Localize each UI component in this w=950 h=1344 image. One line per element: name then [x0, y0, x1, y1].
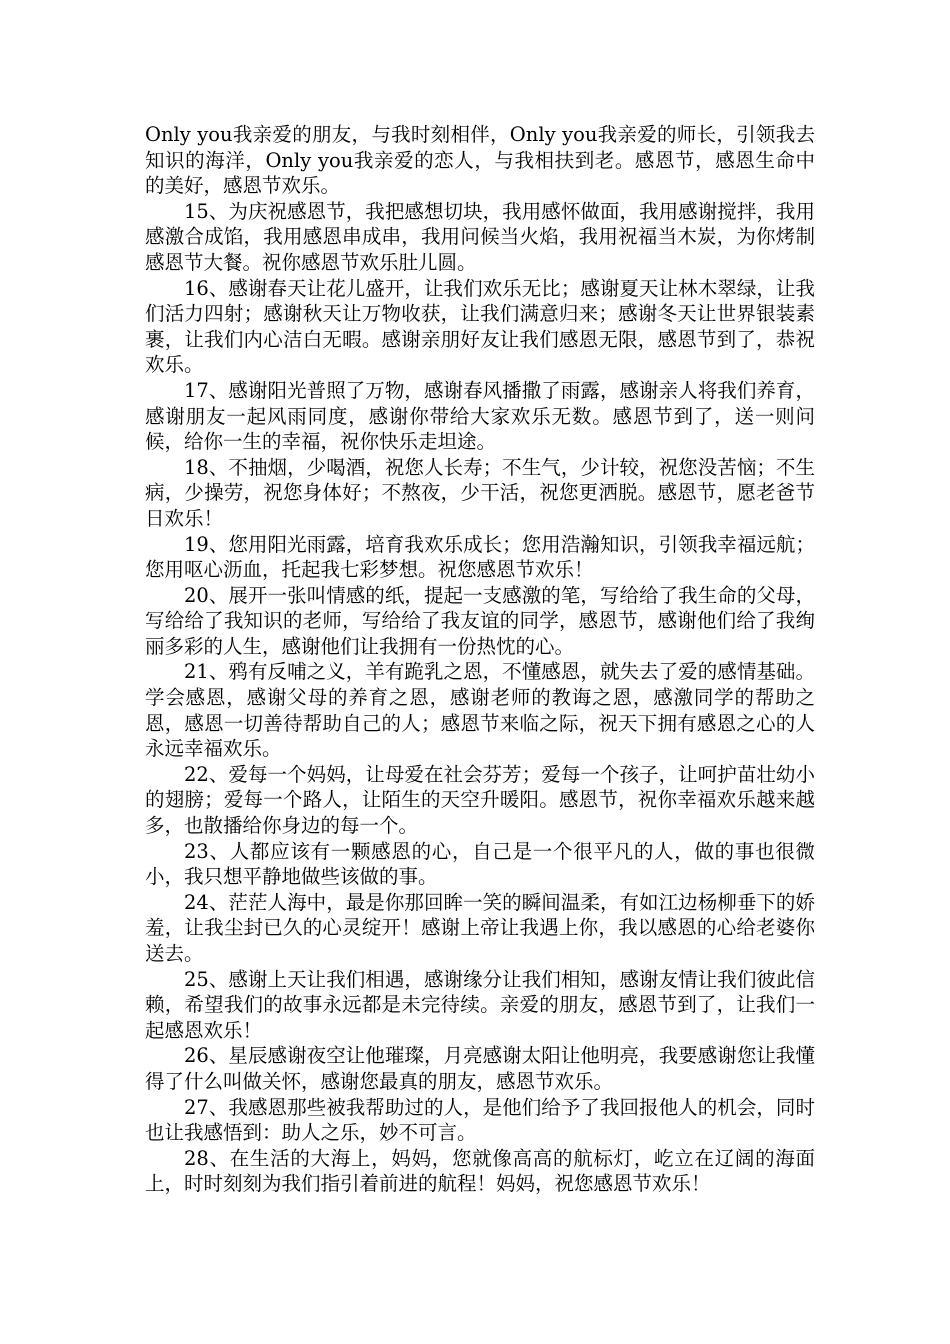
- paragraph-22: 22、爱每一个妈妈，让母爱在社会芬芳；爱每一个孩子，让呵护苗壮幼小的翅膀；爱每一个路人，让陌生的天空升暖阳。感恩节，祝你幸福欢乐越来越多，也散播给你身边的每一个。: [145, 762, 815, 838]
- paragraph-25: 25、感谢上天让我们相遇，感谢缘分让我们相知，感谢友情让我们彼此信赖，希望我们的故事永远都是未完待续。亲爱的朋友，感恩节到了，让我们一起感恩欢乐！: [145, 967, 815, 1042]
- paragraph-15: 15、为庆祝感恩节，我把感想切块，我用感怀做面，我用感谢搅拌，我用感激合成馅，我用感恩串成串，我用问候当火焰，我用祝福当木炭，为你烤制感恩节大餐。祝你感恩节欢乐肚儿圆。: [145, 199, 815, 274]
- paragraph-21: 21、鸦有反哺之义，羊有跪乳之恩，不懂感恩，就失去了爱的感情基础。学会感恩，感谢父母的养育之恩，感谢老师的教诲之恩，感激同学的帮助之恩，感恩一切善待帮助自己的人；感恩节来临之际，祝天下拥有感恩之心的人永远幸福欢乐。: [145, 660, 815, 761]
- paragraph-24: 24、茫茫人海中，最是你那回眸一笑的瞬间温柔，有如江边杨柳垂下的娇羞，让我尘封已久的心灵绽开！感谢上帝让我遇上你，我以感恩的心给老婆你送去。: [145, 890, 815, 965]
- paragraph-28: 28、在生活的大海上，妈妈，您就像高高的航标灯，屹立在辽阔的海面上，时时刻刻为我们指引着前进的航程！妈妈，祝您感恩节欢乐！: [145, 1146, 815, 1196]
- paragraph-20: 20、展开一张叫情感的纸，提起一支感激的笔，写给给了我生命的父母，写给给了我知识的老师，写给给了我友谊的同学，感恩节，感谢他们给了我绚丽多彩的人生，感谢他们让我拥有一份热忱的心。: [145, 583, 815, 658]
- paragraph-26: 26、星辰感谢夜空让他璀璨，月亮感谢太阳让他明亮，我要感谢您让我懂得了什么叫做关怀，感谢您最真的朋友，感恩节欢乐。: [145, 1044, 815, 1093]
- paragraph-17: 17、感谢阳光普照了万物，感谢春风播撒了雨露，感谢亲人将我们养育，感谢朋友一起风雨同度，感谢你带给大家欢乐无数。感恩节到了，送一则问候，给你一生的幸福，祝你快乐走坦途。: [145, 378, 815, 454]
- paragraph-27: 27、我感恩那些被我帮助过的人，是他们给予了我回报他人的机会，同时也让我感悟到：助人之乐，妙不可言。: [145, 1095, 815, 1145]
- paragraph-23: 23、人都应该有一颗感恩的心，自己是一个很平凡的人，做的事也很微小，我只想平静地做些该做的事。: [145, 839, 815, 889]
- paragraph-16: 16、感谢春天让花儿盛开，让我们欢乐无比；感谢夏天让林木翠绿，让我们活力四射；感谢秋天让万物收获，让我们满意归来；感谢冬天让世界银装素裹，让我们内心洁白无暇。感谢亲朋好友让我们感恩无限，感恩节到了，恭祝欢乐。: [145, 276, 815, 377]
- paragraph-intro: Only you我亲爱的朋友，与我时刻相伴，Only you我亲爱的师长，引领我去知识的海洋，Only you我亲爱的恋人，与我相扶到老。感恩节，感恩生命中的美好，感恩节欢乐。: [145, 123, 815, 198]
- paragraph-19: 19、您用阳光雨露，培育我欢乐成长；您用浩瀚知识，引领我幸福远航；您用呕心沥血，托起我七彩梦想。祝您感恩节欢乐！: [145, 532, 815, 582]
- paragraph-18: 18、不抽烟，少喝酒，祝您人长寿；不生气，少计较，祝您没苦恼；不生病，少操劳，祝您身体好；不熬夜，少干活，祝您更洒脱。感恩节，愿老爸节日欢乐！: [145, 455, 815, 530]
- document-body: [145, 122, 815, 1197]
